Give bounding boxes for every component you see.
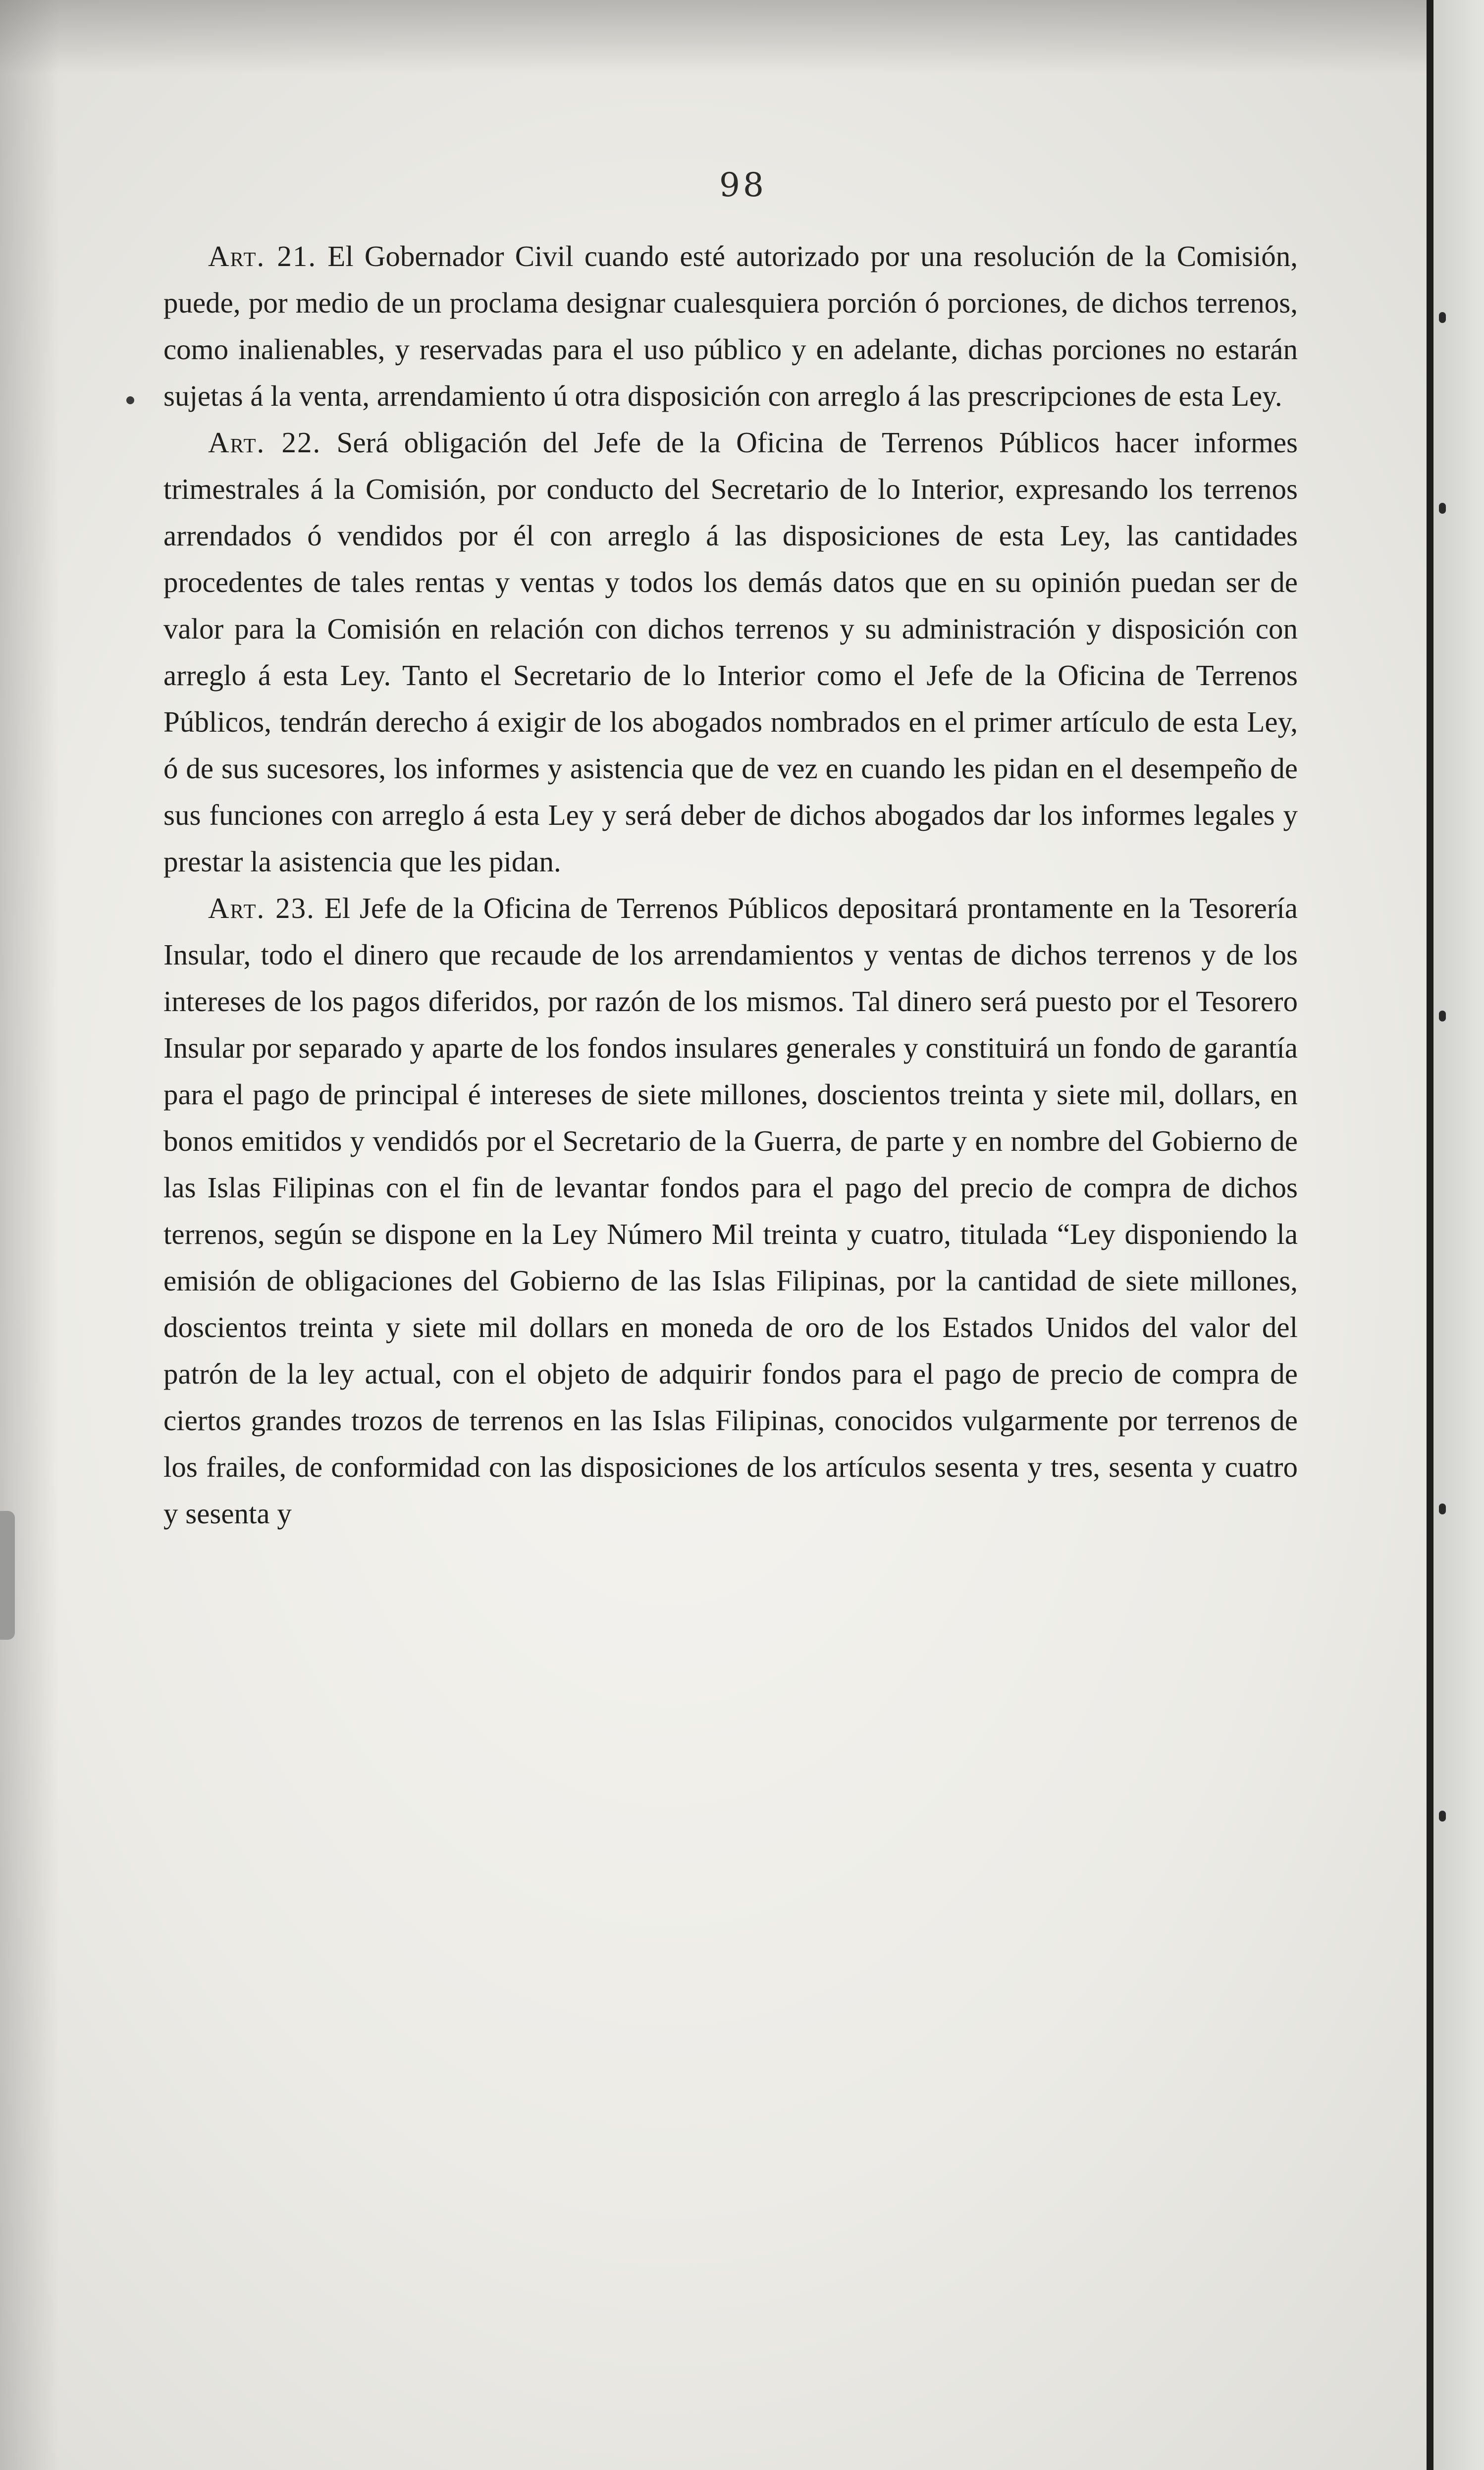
left-edge-mark <box>0 1511 15 1640</box>
article-label: Art. 23. <box>208 892 315 924</box>
margin-speck <box>1439 1811 1446 1822</box>
margin-speck <box>1439 1011 1446 1021</box>
article-text: El Jefe de la Oficina de Terrenos Públicos depositará prontamente en la Tesorería Insular, todo el dinero que recaude de los arrendamientos y ventas de dichos terrenos y de los intereses de los pagos diferidos, por razón de los mismos. Tal dinero será puesto por el Tesorero Insular por separado y aparte de los fondos insulares generales y constituirá un fondo de garantía para el pago de principal é intereses de siete millones, doscientos treinta y siete mil, dollars, en bonos emitidos y vendidós por el Secretario de la Guerra, de parte y en nombre del Gobierno de las Islas Filipinas con el fin de levantar fondos para el pago del precio de compra de dichos terrenos, según se dispone en la Ley Número Mil treinta y cuatro, titulada “Ley disponiendo la emisión de obligaciones del Gobierno de las Islas Filipinas, por la cantidad de siete millones, doscientos treinta y siete mil dollars en moneda de oro de los Estados Unidos del valor del patrón de la ley actual, con el objeto de adquirir fondos para el pago de precio de compra de ciertos grandes trozos de terrenos en las Islas Filipinas, conocidos vulgarmente por terrenos de los frailes, de conformidad con las disposiciones de los artículos sesenta y tres, sesenta y cuatro y sesenta y <box>163 892 1298 1530</box>
margin-speck <box>1439 1503 1446 1514</box>
right-page-edge <box>1433 0 1484 2470</box>
page-number: 98 <box>719 166 767 204</box>
article-23 <box>163 885 1298 1537</box>
margin-speck <box>126 396 134 404</box>
article-21 <box>163 233 1298 419</box>
article-label: Art. 21. <box>208 240 317 272</box>
article-text: Será obligación del Jefe de la Oficina de Terrenos Públicos hacer informes trimestrales á la Comisión, por conducto del Secretario de lo Interior, expresando los terrenos arrendados ó vendidos por él con arreglo á las disposiciones de esta Ley, las cantidades procedentes de tales rentas y ventas y todos los demás datos que en su opinión puedan ser de valor para la Comisión en relación con dichos terrenos y su administración y disposición con arreglo á esta Ley. Tanto el Secretario de lo Interior como el Jefe de la Oficina de Terrenos Públicos, tendrán derecho á exigir de los abogados nombrados en el primer artículo de esta Ley, ó de sus sucesores, los informes y asistencia que de vez en cuando les pidan en el desempeño de sus funciones con arreglo á esta Ley y será deber de dichos abogados dar los informes legales y prestar la asistencia que les pidan. <box>163 426 1298 878</box>
top-scan-shadow <box>0 0 1484 74</box>
left-scan-shadow <box>0 0 59 2470</box>
margin-speck <box>1439 312 1446 323</box>
article-22 <box>163 419 1298 885</box>
article-text: El Gobernador Civil cuando esté autorizado por una resolución de la Comisión, puede, por medio de un proclama designar cualesquiera porción ó porciones, de dichos terrenos, como inalienables, y reservadas para el uso público y en adelante, dichas porciones no estarán sujetas á la venta, arrendamiento ú otra disposición con arreglo á las prescripciones de esta Ley. <box>163 240 1298 412</box>
body-text <box>163 233 1298 1537</box>
article-label: Art. 22. <box>208 426 321 459</box>
margin-speck <box>1439 503 1446 514</box>
right-binding-rule <box>1427 0 1433 2470</box>
